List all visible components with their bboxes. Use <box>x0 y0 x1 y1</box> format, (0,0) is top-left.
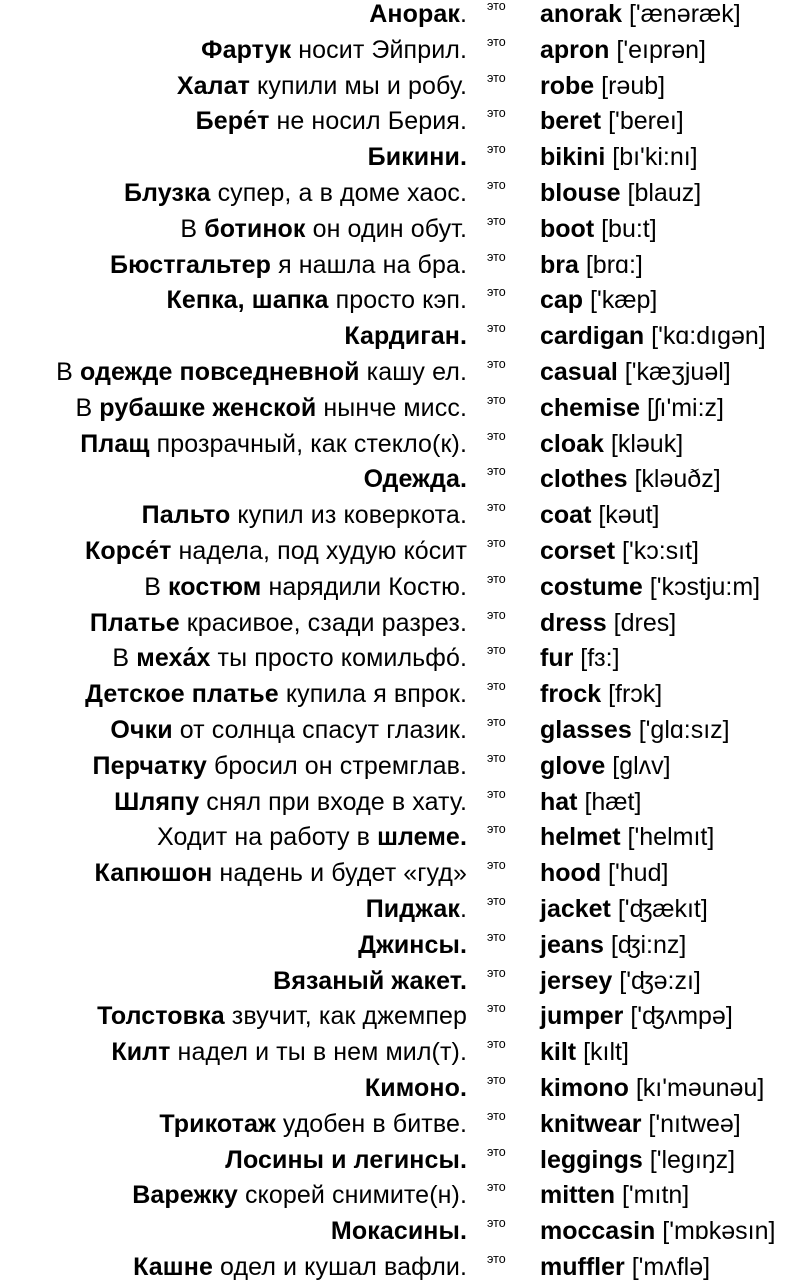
vocab-row <box>0 1145 798 1181</box>
english-entry <box>540 178 701 208</box>
vocab-row <box>0 822 798 858</box>
english-word: robe <box>540 71 595 100</box>
english-word: coat <box>540 501 592 530</box>
russian-text: надень и будет «гуд» <box>212 859 467 888</box>
connector-label: это <box>487 249 506 264</box>
transcription: [glʌv] <box>612 751 671 780</box>
russian-text: В <box>180 214 205 243</box>
vocab-row <box>0 1037 798 1073</box>
english-entry <box>540 608 676 638</box>
russian-keyword: Лосины и легинсы. <box>225 1145 467 1174</box>
english-entry <box>540 679 662 709</box>
russian-text: Ходит на работу в <box>157 823 378 852</box>
russian-keyword: Халат <box>176 71 250 100</box>
english-word: muffler <box>540 1253 625 1281</box>
transcription: [bı'ki:nı] <box>612 143 698 172</box>
russian-phrase <box>110 715 467 745</box>
english-entry <box>540 1109 741 1139</box>
russian-text: от солнца спасут глазик. <box>172 716 467 744</box>
russian-text: кашу ел. <box>359 358 467 386</box>
connector-label: это <box>487 500 506 515</box>
russian-text: прозрачный, как стекло(к). <box>149 429 467 458</box>
russian-phrase <box>112 643 467 673</box>
english-entry <box>540 1216 775 1246</box>
russian-text: звучит, как джемпер <box>224 1002 467 1031</box>
russian-phrase <box>111 1037 467 1067</box>
english-word: glove <box>540 751 606 780</box>
connector-label: это <box>487 464 506 479</box>
english-word: corset <box>540 537 616 565</box>
russian-phrase <box>90 608 467 638</box>
transcription: [bu:t] <box>601 214 657 243</box>
russian-phrase <box>366 894 467 924</box>
russian-text: В <box>144 572 169 601</box>
transcription: ['kɔ:sıt] <box>622 537 700 565</box>
transcription: [kləuk] <box>610 429 684 458</box>
vocab-row <box>0 608 798 644</box>
connector-label: это <box>487 0 506 13</box>
english-word: leggings <box>540 1145 643 1174</box>
russian-text: не носил Берия. <box>269 107 467 136</box>
english-entry <box>540 429 683 459</box>
english-word: jersey <box>540 966 613 995</box>
english-entry <box>540 1073 764 1103</box>
english-word: cloak <box>540 429 604 458</box>
english-word: bikini <box>540 143 606 172</box>
connector-label: это <box>487 750 506 765</box>
vocab-row <box>0 1073 798 1109</box>
connector-label: это <box>487 822 506 837</box>
russian-text: супер, а в доме хаос. <box>210 179 467 207</box>
vocab-row <box>0 643 798 679</box>
transcription: [hæt] <box>584 787 642 816</box>
russian-keyword: Одежда. <box>363 465 467 494</box>
russian-text: . <box>459 0 467 28</box>
english-entry <box>540 572 760 602</box>
transcription: [kləuðz] <box>634 465 721 494</box>
connector-label: это <box>487 70 506 85</box>
vocab-row <box>0 285 798 321</box>
connector-label: это <box>487 929 506 944</box>
russian-keyword: Фартук <box>201 35 292 64</box>
russian-keyword: Плащ <box>80 429 150 458</box>
russian-phrase <box>110 250 467 280</box>
russian-keyword: Килт <box>111 1038 171 1067</box>
connector-label: это <box>487 34 506 49</box>
english-entry <box>540 393 724 423</box>
transcription: ['ænəræk] <box>628 0 741 28</box>
connector-label: это <box>487 321 506 336</box>
english-word: chemise <box>540 393 641 422</box>
connector-label: это <box>487 1216 506 1231</box>
english-entry <box>540 214 657 244</box>
vocab-row <box>0 429 798 465</box>
russian-phrase <box>167 285 468 315</box>
russian-keyword: Бере́т <box>195 107 270 136</box>
russian-keyword: Бикини. <box>367 143 467 172</box>
english-entry <box>540 751 671 781</box>
transcription: [rəub] <box>601 71 666 100</box>
russian-keyword: Платье <box>89 608 180 637</box>
connector-label: это <box>487 392 506 407</box>
russian-keyword: Пиджак <box>365 895 460 923</box>
english-entry <box>540 1001 733 1031</box>
connector-label: это <box>487 643 506 658</box>
vocab-row <box>0 71 798 107</box>
russian-keyword: Толстовка <box>97 1002 225 1031</box>
english-entry <box>540 250 643 280</box>
russian-keyword: Кардиган. <box>344 322 467 351</box>
russian-keyword: Корсе́т <box>85 537 172 565</box>
russian-text: нарядили Костю. <box>261 572 467 601</box>
russian-text: . <box>459 895 467 923</box>
russian-keyword: Перчатку <box>92 751 207 780</box>
transcription: ['ʤækıt] <box>617 895 708 923</box>
vocab-row <box>0 35 798 71</box>
russian-keyword: Бюстгальтер <box>110 250 272 279</box>
transcription: [kəut] <box>598 501 660 530</box>
russian-phrase <box>124 178 467 208</box>
russian-phrase <box>159 1109 467 1139</box>
russian-phrase <box>80 429 467 459</box>
connector-label: это <box>487 1252 506 1266</box>
english-word: hat <box>540 787 578 816</box>
russian-phrase <box>157 822 467 852</box>
vocab-row <box>0 930 798 966</box>
connector-label: это <box>487 1037 506 1052</box>
vocab-row <box>0 357 798 393</box>
vocab-row <box>0 1216 798 1252</box>
vocab-row <box>0 178 798 214</box>
russian-phrase <box>344 321 467 351</box>
russian-keyword: ботинок <box>204 214 306 243</box>
russian-phrase <box>225 1145 467 1175</box>
russian-keyword: рубашке женской <box>99 393 317 422</box>
english-word: cap <box>540 286 584 315</box>
russian-keyword: костюм <box>168 572 262 601</box>
russian-keyword: Джинсы. <box>358 930 467 959</box>
connector-label: это <box>487 1073 506 1087</box>
connector-label: это <box>487 428 506 443</box>
russian-phrase <box>273 966 467 996</box>
connector-label: это <box>487 357 506 371</box>
transcription: [dres] <box>613 608 677 637</box>
transcription: [frɔk] <box>608 680 663 709</box>
english-entry <box>540 536 699 566</box>
transcription: ['mɒkəsın] <box>662 1217 776 1246</box>
english-entry <box>540 1145 735 1175</box>
connector-label: это <box>487 106 506 121</box>
transcription: [kılt] <box>583 1038 629 1067</box>
vocab-row <box>0 1180 798 1216</box>
vocab-row <box>0 464 798 500</box>
russian-phrase <box>56 357 467 387</box>
russian-text: нынче мисс. <box>316 393 467 422</box>
russian-text: скорей снимите(н). <box>237 1181 467 1210</box>
vocab-row <box>0 679 798 715</box>
russian-phrase <box>133 1252 467 1282</box>
english-entry <box>540 35 706 65</box>
russian-text: ты просто комильфо́. <box>210 644 467 673</box>
english-word: moccasin <box>540 1217 656 1246</box>
connector-label: это <box>487 786 506 801</box>
russian-phrase <box>369 0 467 29</box>
connector-label: это <box>487 894 506 908</box>
russian-text: купила я впрок. <box>278 680 467 709</box>
english-entry <box>540 1252 710 1282</box>
english-word: glasses <box>540 716 632 744</box>
russian-phrase <box>368 142 467 172</box>
russian-phrase <box>75 393 467 423</box>
english-word: dress <box>540 608 607 637</box>
english-entry <box>540 106 684 136</box>
english-word: frock <box>540 680 602 709</box>
vocab-row <box>0 536 798 572</box>
connector-label: это <box>487 213 506 228</box>
transcription: ['hud] <box>608 859 669 888</box>
english-word: kilt <box>540 1038 577 1067</box>
vocab-row <box>0 787 798 823</box>
english-entry <box>540 894 708 924</box>
english-word: fur <box>540 644 574 673</box>
russian-text: просто кэп. <box>328 286 467 315</box>
russian-keyword: Трикотаж <box>159 1109 276 1138</box>
russian-keyword: Блузка <box>123 179 211 207</box>
english-word: helmet <box>540 823 621 852</box>
connector-label: это <box>487 858 506 873</box>
english-entry <box>540 142 698 172</box>
russian-text: красивое, сзади разрез. <box>179 608 467 637</box>
transcription: ['eıprən] <box>616 35 706 64</box>
russian-keyword: Мокасины. <box>330 1217 467 1246</box>
english-word: jumper <box>540 1002 624 1031</box>
transcription: ['bereı] <box>608 107 684 136</box>
vocab-row <box>0 1001 798 1037</box>
vocab-row <box>0 321 798 357</box>
connector-label: это <box>487 142 506 157</box>
russian-phrase <box>95 858 467 888</box>
transcription: ['glɑ:sız] <box>638 716 730 744</box>
english-entry <box>540 787 641 817</box>
russian-text: снял при входе в хату. <box>199 787 467 816</box>
transcription: [kı'məunəu] <box>635 1074 765 1102</box>
russian-phrase <box>331 1216 467 1246</box>
russian-keyword: Анорак <box>369 0 460 28</box>
russian-keyword: меха́х <box>136 644 211 673</box>
english-entry <box>540 966 701 996</box>
vocab-row <box>0 715 798 751</box>
english-entry <box>540 464 721 494</box>
russian-keyword: Пальто <box>141 501 231 530</box>
english-entry <box>540 357 731 387</box>
russian-phrase <box>177 71 467 101</box>
russian-keyword: Кашне <box>133 1253 213 1281</box>
vocab-row <box>0 751 798 787</box>
transcription: ['kɔstju:m] <box>649 572 761 601</box>
english-word: kimono <box>540 1074 629 1102</box>
english-word: casual <box>540 358 618 386</box>
english-word: clothes <box>540 465 628 494</box>
russian-phrase <box>365 1073 467 1103</box>
russian-phrase <box>132 1180 467 1210</box>
connector-label: это <box>487 1180 506 1195</box>
connector-label: это <box>487 285 506 300</box>
english-word: hood <box>540 859 602 888</box>
vocab-row <box>0 894 798 930</box>
russian-keyword: Капюшон <box>94 859 213 888</box>
vocab-row <box>0 393 798 429</box>
english-word: mitten <box>540 1181 615 1210</box>
transcription: ['mʌflə] <box>631 1253 711 1281</box>
russian-phrase <box>85 536 467 566</box>
russian-text: я нашла на бра. <box>271 250 467 279</box>
russian-phrase <box>114 787 467 817</box>
vocab-row <box>0 0 798 35</box>
english-entry <box>540 715 730 745</box>
russian-keyword: Кимоно. <box>364 1074 467 1102</box>
connector-label: это <box>487 715 506 729</box>
connector-label: это <box>487 178 506 192</box>
english-entry <box>540 643 620 673</box>
russian-phrase <box>93 751 467 781</box>
russian-text: В <box>75 393 100 422</box>
english-word: anorak <box>540 0 622 28</box>
russian-text: удобен в битве. <box>275 1109 467 1138</box>
russian-phrase <box>201 35 467 65</box>
russian-text: купил из коверкота. <box>230 501 467 530</box>
english-entry <box>540 285 657 315</box>
russian-text: В <box>112 644 137 673</box>
transcription: ['ʤə:zı] <box>619 966 701 995</box>
english-word: jacket <box>540 895 611 923</box>
russian-keyword: Варежку <box>132 1181 238 1210</box>
transcription: ['kɑ:dıgən] <box>651 322 766 351</box>
connector-label: это <box>487 679 506 694</box>
transcription: ['kæp] <box>590 286 658 315</box>
english-entry <box>540 71 665 101</box>
english-word: blouse <box>540 179 621 207</box>
russian-keyword: Вязаный жакет. <box>273 966 467 995</box>
russian-text: В <box>56 358 80 386</box>
transcription: ['kæʒjuəl] <box>624 358 731 386</box>
russian-keyword: Кепка, шапка <box>166 286 329 315</box>
russian-keyword: Шляпу <box>114 787 200 816</box>
russian-phrase <box>144 572 467 602</box>
english-entry <box>540 858 668 888</box>
english-word: bra <box>540 250 579 279</box>
connector-label: это <box>487 1144 506 1159</box>
vocab-row <box>0 1109 798 1145</box>
russian-phrase <box>142 500 467 530</box>
russian-phrase <box>364 464 467 494</box>
russian-phrase <box>358 930 467 960</box>
connector-label: это <box>487 571 506 586</box>
connector-label: это <box>487 1108 506 1123</box>
russian-keyword: Детское платье <box>85 680 279 709</box>
english-word: cardigan <box>540 322 645 351</box>
english-word: jeans <box>540 930 604 959</box>
vocab-row <box>0 106 798 142</box>
connector-label: это <box>487 536 506 550</box>
english-entry <box>540 1180 689 1210</box>
transcription: [brɑ:] <box>585 250 643 279</box>
russian-phrase <box>85 679 467 709</box>
russian-keyword: шлеме. <box>377 823 467 852</box>
english-entry <box>540 321 766 351</box>
russian-phrase <box>180 214 467 244</box>
connector-label: это <box>487 607 506 622</box>
vocab-row <box>0 500 798 536</box>
english-entry <box>540 822 714 852</box>
english-word: boot <box>540 214 595 243</box>
russian-text: купили мы и робу. <box>250 71 467 100</box>
russian-text: бросил он стремглав. <box>206 751 467 780</box>
vocab-row <box>0 1252 798 1288</box>
transcription: ['legıŋz] <box>649 1145 736 1174</box>
vocab-row <box>0 142 798 178</box>
russian-phrase <box>196 106 467 136</box>
vocab-row <box>0 572 798 608</box>
english-entry <box>540 1037 629 1067</box>
transcription: [blauz] <box>627 179 702 207</box>
vocab-row <box>0 214 798 250</box>
vocab-row <box>0 858 798 894</box>
russian-text: надела, под худую ко́сит <box>171 537 467 565</box>
vocab-row <box>0 250 798 286</box>
russian-text: носит Эйприл. <box>291 35 467 64</box>
english-word: beret <box>540 107 602 136</box>
transcription: ['helmıt] <box>627 823 715 852</box>
russian-keyword: одежде повседневной <box>80 358 360 386</box>
english-word: knitwear <box>540 1109 642 1138</box>
russian-keyword: Очки <box>110 716 173 744</box>
english-entry <box>540 500 660 530</box>
english-word: apron <box>540 35 610 64</box>
transcription: [ʤi:nz] <box>610 930 687 959</box>
russian-text: одел и кушал вафли. <box>212 1253 467 1281</box>
connector-label: это <box>487 1001 506 1016</box>
transcription: [fɜ:] <box>580 644 620 673</box>
russian-text: он один обут. <box>305 214 467 243</box>
english-entry <box>540 930 686 960</box>
transcription: ['ʤʌmpə] <box>630 1002 733 1031</box>
russian-text: надел и ты в нем мил(т). <box>170 1038 467 1067</box>
russian-phrase <box>97 1001 467 1031</box>
english-entry <box>540 0 741 29</box>
transcription: ['nıtweə] <box>648 1109 741 1138</box>
transcription: [ʃı'mi:z] <box>647 393 725 422</box>
connector-label: это <box>487 965 506 980</box>
vocab-row <box>0 966 798 1002</box>
english-word: costume <box>540 572 643 601</box>
transcription: ['mıtn] <box>621 1181 690 1210</box>
